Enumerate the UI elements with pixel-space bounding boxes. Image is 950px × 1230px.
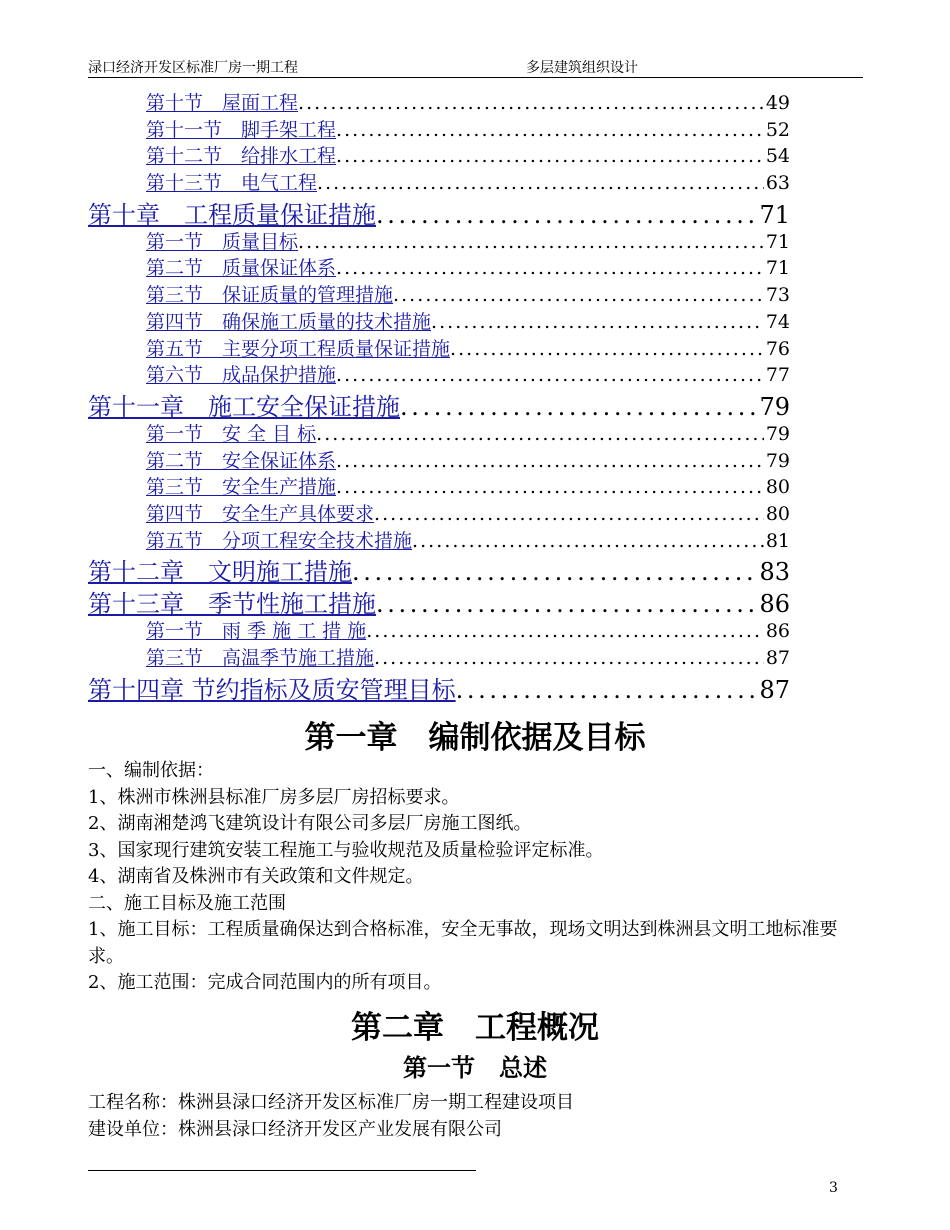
body-paragraph: 2、湖南湘楚鸿飞建筑设计有限公司多层厂房施工图纸。 [88, 813, 532, 834]
chapter-1-title: 第一章 编制依据及目标 [304, 720, 646, 756]
toc-entry-link[interactable]: 第五节 主要分项工程质量保证措施 [146, 337, 451, 360]
toc-section-entry[interactable] [88, 472, 790, 499]
toc-section-entry[interactable] [88, 360, 790, 387]
toc-section-entry[interactable] [88, 88, 790, 115]
toc-page-number: 71 [765, 230, 790, 253]
toc-entry-link[interactable]: 第一节 雨 季 施 工 措 施 [146, 620, 367, 643]
toc-section-entry[interactable] [88, 526, 790, 553]
toc-dot-leader [352, 558, 757, 586]
toc-page-number: 79 [765, 422, 790, 445]
chapter-2-title: 第二章 工程概况 [351, 1010, 599, 1046]
toc-page-number: 71 [759, 200, 790, 229]
chapter-1-body [88, 758, 868, 997]
section-1-title: 第一节 总述 [403, 1054, 547, 1082]
toc-entry-link[interactable]: 第五节 分项工程安全技术措施 [146, 529, 413, 552]
toc-dot-leader [376, 201, 757, 229]
toc-dot-leader [376, 590, 757, 618]
toc-dot-leader [374, 647, 764, 669]
table-of-contents [88, 88, 790, 702]
toc-page-number: 71 [765, 257, 790, 280]
toc-page-number: 83 [759, 558, 790, 587]
body-paragraph: 1、施工目标：工程质量确保达到合格标准，安全无事故，现场文明达到株洲县文明工地标准要求。 [88, 919, 838, 967]
toc-dot-leader [336, 145, 764, 167]
toc-page-number: 81 [765, 529, 790, 552]
toc-dot-leader [298, 231, 764, 253]
toc-dot-leader [450, 338, 764, 360]
toc-page-number: 86 [759, 590, 790, 619]
toc-section-entry[interactable] [88, 115, 790, 142]
toc-entry-link[interactable]: 第十三节 电气工程 [146, 172, 318, 195]
toc-page-number: 79 [759, 392, 790, 421]
toc-page-number: 49 [765, 92, 790, 114]
toc-entry-link[interactable]: 第二节 质量保证体系 [146, 257, 337, 280]
toc-entry-link[interactable]: 第十四章 节约指标及质安管理目标 [88, 675, 456, 704]
toc-section-entry[interactable] [88, 307, 790, 334]
toc-entry-link[interactable]: 第十三章 季节性施工措施 [88, 590, 376, 619]
toc-entry-link[interactable]: 第一节 质量目标 [146, 230, 299, 253]
toc-entry-link[interactable]: 第十章 工程质量保证措施 [88, 200, 376, 229]
toc-chapter-entry[interactable] [88, 670, 790, 702]
toc-page-number: 77 [765, 364, 790, 387]
body-paragraph: 4、湖南省及株洲市有关政策和文件规定。 [88, 866, 424, 887]
toc-section-entry[interactable] [88, 141, 790, 168]
toc-dot-leader [366, 620, 764, 642]
toc-chapter-entry[interactable] [88, 552, 790, 587]
body-paragraph: 工程名称：株洲县渌口经济开发区标准厂房一期工程建设项目 [88, 1092, 574, 1113]
toc-dot-leader [336, 476, 764, 498]
header-project-name: 渌口经济开发区标准厂房一期工程 [88, 60, 298, 76]
toc-section-entry[interactable] [88, 616, 790, 643]
toc-dot-leader [336, 257, 764, 279]
toc-entry-link[interactable]: 第六节 成品保护措施 [146, 364, 337, 387]
toc-dot-leader [336, 119, 764, 141]
toc-entry-link[interactable]: 第四节 确保施工质量的技术措施 [146, 310, 432, 333]
body-paragraph: 二、施工目标及施工范围 [88, 892, 286, 914]
body-paragraph: 3、国家现行建筑安装工程施工与验收规范及质量检验评定标准。 [88, 839, 604, 861]
page-header [88, 55, 863, 78]
toc-chapter-entry[interactable] [88, 387, 790, 419]
toc-dot-leader [317, 172, 764, 194]
toc-section-entry[interactable] [88, 446, 790, 473]
toc-dot-leader [336, 364, 764, 386]
toc-section-entry[interactable] [88, 227, 790, 254]
toc-entry-link[interactable]: 第十二节 给排水工程 [146, 145, 337, 168]
page-number: 3 [829, 1180, 838, 1196]
toc-entry-link[interactable]: 第四节 安全生产具体要求 [146, 502, 375, 525]
toc-entry-link[interactable]: 第一节 安 全 目 标 [146, 422, 317, 445]
toc-page-number: 80 [765, 502, 790, 525]
toc-dot-leader [316, 423, 764, 445]
toc-entry-link[interactable]: 第十二章 文明施工措施 [88, 558, 352, 587]
toc-entry-link[interactable]: 第十节 屋面工程 [146, 92, 299, 114]
toc-chapter-entry[interactable] [88, 195, 790, 227]
toc-page-number: 73 [765, 284, 790, 307]
toc-entry-link[interactable]: 第三节 安全生产措施 [146, 476, 337, 499]
toc-page-number: 86 [765, 620, 790, 643]
footnote-divider [88, 1170, 476, 1171]
toc-dot-leader [393, 284, 764, 306]
toc-dot-leader [374, 503, 764, 525]
toc-page-number: 80 [765, 476, 790, 499]
toc-page-number: 63 [765, 172, 790, 195]
toc-dot-leader [431, 311, 764, 333]
toc-page-number: 52 [765, 118, 790, 141]
body-paragraph: 1、株洲市株洲县标准厂房多层厂房招标要求。 [88, 786, 460, 808]
toc-dot-leader [298, 92, 764, 114]
toc-dot-leader [336, 450, 764, 472]
toc-page-number: 87 [765, 647, 790, 669]
toc-section-entry[interactable] [88, 499, 790, 526]
toc-section-entry[interactable] [88, 643, 790, 670]
toc-page-number: 54 [765, 145, 790, 168]
body-paragraph: 建设单位：株洲县渌口经济开发区产业发展有限公司 [88, 1118, 502, 1140]
toc-dot-leader [456, 676, 758, 704]
toc-section-entry[interactable] [88, 253, 790, 280]
toc-dot-leader [412, 530, 764, 552]
toc-entry-link[interactable]: 第三节 高温季节施工措施 [146, 647, 375, 669]
toc-section-entry[interactable] [88, 280, 790, 307]
toc-entry-link[interactable]: 第二节 安全保证体系 [146, 449, 337, 472]
toc-section-entry[interactable] [88, 334, 790, 361]
toc-entry-link[interactable]: 第十一节 脚手架工程 [146, 118, 337, 141]
toc-dot-leader [400, 393, 757, 421]
toc-page-number: 76 [765, 337, 790, 360]
toc-chapter-entry[interactable] [88, 584, 790, 619]
body-paragraph: 2、施工范围：完成合同范围内的所有项目。 [88, 972, 442, 993]
toc-page-number: 87 [759, 675, 790, 704]
toc-entry-link[interactable]: 第三节 保证质量的管理措施 [146, 284, 394, 307]
toc-entry-link[interactable]: 第十一章 施工安全保证措施 [88, 392, 400, 421]
header-document-type: 多层建筑组织设计 [526, 60, 638, 76]
body-paragraph: 一、编制依据： [88, 760, 214, 781]
toc-page-number: 79 [765, 449, 790, 472]
toc-page-number: 74 [765, 310, 790, 333]
toc-section-entry[interactable] [88, 419, 790, 446]
toc-section-entry[interactable] [88, 168, 790, 195]
chapter-2-body [88, 1090, 868, 1143]
